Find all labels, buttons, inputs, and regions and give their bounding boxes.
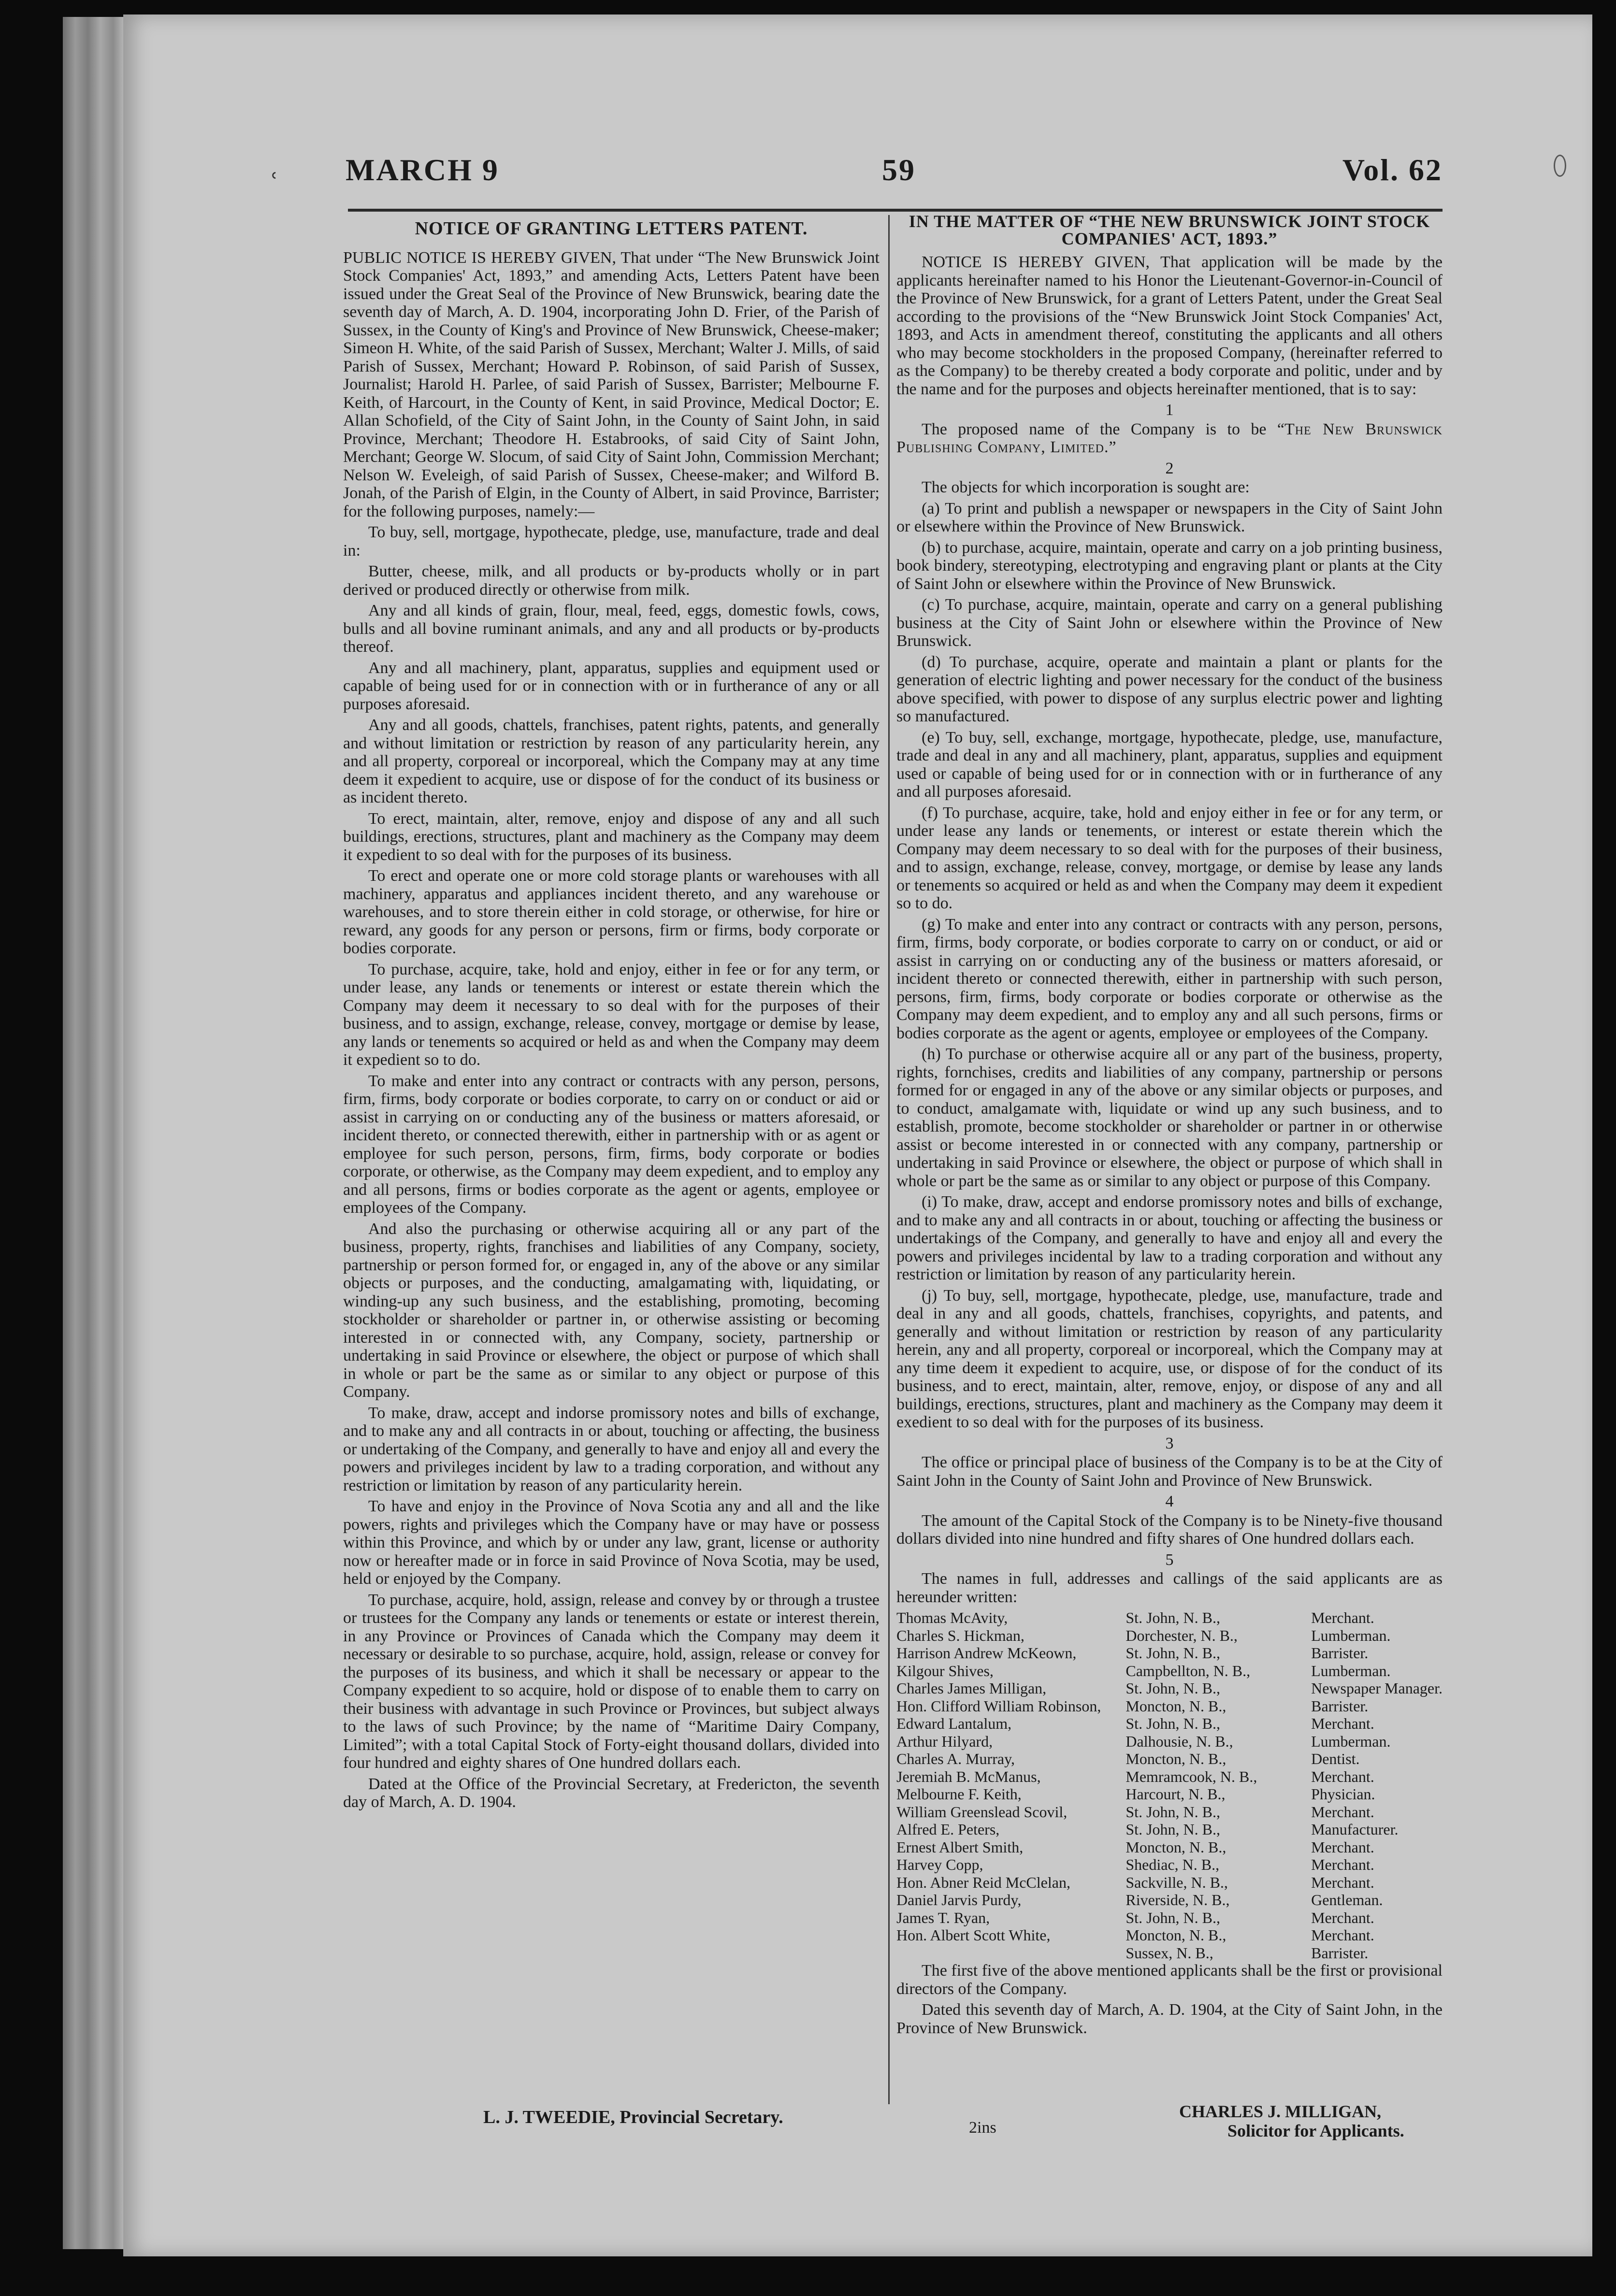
right-intro-paragraph: NOTICE IS HEREBY GIVEN, That application will be made by the applicants hereinafter named to his Honor the Lieutenant-Governor-in-Council of the Province of New Brunswick, for a grant of Letters Patent, under the Great Seal according to the provisions of the “New Brunswick Joint Stock Companies' Act, 1893, and Acts in amendment thereof, constituting the applicants and all others who may become stockholders in the proposed Company, (hereinafter referred to as the Company) to be thereby created a body corporate and politic, under and by the name and for the purposes and objects hereinafter mentioned, that is to say: (896, 253, 1443, 398)
signer-role: Solicitor for Applicants. (1227, 2121, 1404, 2140)
left-paragraph: Any and all machinery, plant, apparatus, supplies and equipment used or capable of being used for or in connection with or in furtherance of any or all purposes aforesaid. (343, 659, 880, 713)
object-item: (i) To make, draw, accept and endorse promissory notes and bills of exchange, and to make any and all contracts in or about, touching or affecting the business or undertakings of the Company, and generally to have and enjoy all and every the powers and privileges incidental by law to a trading corporation and without any restriction or limitation by reason of any particularity herein. (896, 1193, 1443, 1283)
left-paragraph: To have and enjoy in the Province of Nova Scotia any and all and the like powers, rights and privileges which the Company have or may have or possess within this Province, and which by or under any law, grant, license or authority now or hereafter made or in force in said Province of Nova Scotia, may be used, held or enjoyed by the Company. (343, 1497, 880, 1588)
dated-paragraph: Dated this seventh day of March, A. D. 1904, at the City of Saint John, in the Province of New Brunswick. (896, 2001, 1443, 2037)
applicant-name: Jeremiah B. McManus, (896, 1767, 1041, 1785)
applicant-place: Moncton, N. B., (1125, 1697, 1226, 1715)
page-header (346, 152, 1443, 205)
section-number: 4 (1165, 1492, 1174, 1510)
applicant-row (896, 1926, 1443, 1944)
object-item: (h) To purchase or otherwise acquire all or any part of the business, property, rights, fornchises, credits and liabilities of any company, partnership or persons formed for or engaged in any of the above or any similar objects or purposes, and to conduct, amalgamate with, liquidate or wind up any such business, and to establish, promote, become stockholder or shareholder or partner in or otherwise assist or become interested in or connected with any company, partnership or undertaking in said Province or elsewhere, the object or purpose of which shall in whole or part be the same as or similar to any object or purpose of this Company. (896, 1045, 1443, 1190)
capital-paragraph: The amount of the Capital Stock of the Company is to be Ninety-five thousand dollars divided into nine hundred and fifty shares of One hundred dollars each. (896, 1511, 1443, 1548)
section-number: 1 (1165, 401, 1174, 419)
header-volume: Vol. 62 (1342, 153, 1443, 187)
applicant-name: Hon. Clifford William Robinson, (896, 1697, 1101, 1715)
names-intro: The names in full, addresses and callings of the said applicants are as hereunder written: (896, 1570, 1443, 1606)
first-five-paragraph: The first five of the above mentioned applicants shall be the first or provisional directors of the Company. (896, 1962, 1443, 1998)
company-name-prefix: The proposed name of the Company is to be “ (922, 420, 1284, 438)
applicant-calling: Dentist. (1311, 1750, 1360, 1767)
applicant-place: St. John, N. B., (1125, 1609, 1220, 1626)
object-item: (d) To purchase, acquire, operate and maintain a plant or plants for the generation of electric lighting and power necessary for the conduct of the business above specified, with power to dispose of any surplus electric power and lighting so manufactured. (896, 653, 1443, 725)
applicant-calling: Merchant. (1311, 1873, 1374, 1891)
applicant-place: Moncton, N. B., (1125, 1750, 1226, 1767)
left-paragraph: PUBLIC NOTICE IS HEREBY GIVEN, That under “The New Brunswick Joint Stock Companies' Act, 1893,” and amending Acts, Letters Patent have been issued under the Great Seal of the Province of New Brunswick, bearing date the seventh day of March, A. D. 1904, incorporating John D. Frier, of the Parish of Sussex, in the County of King's and Province of New Brunswick, Cheese-maker; Simeon H. White, of the said Parish of Sussex, Merchant; Walter J. Mills, of said Parish of Sussex, Merchant; Howard P. Robinson, of said Parish of Sussex, Journalist; Harold H. Parlee, of said Parish of Sussex, Barrister; Melbourne F. Keith, of Harcourt, in the County of Kent, in said Province, Medical Doctor; E. Allan Schofield, of the City of Saint John, in the County of Saint John, in said Province, Merchant; Theodore H. Estabrooks, of said City of Saint John, Merchant; George W. Slocum, of said City of Saint John, Commission Merchant; Nelson W. Eveleigh, of said Parish of Sussex, Cheese-maker; and Wilford B. Jonah, of the Parish of Elgin, in the County of Albert, in said Province, Barrister; for the following purposes, namely:— (343, 248, 880, 520)
applicant-place: Dorchester, N. B., (1125, 1626, 1238, 1644)
applicant-name: Hon. Abner Reid McClelan, (896, 1873, 1070, 1891)
applicant-name: Charles S. Hickman, (896, 1626, 1024, 1644)
applicant-row (896, 1679, 1443, 1697)
applicant-calling: Merchant. (1311, 1715, 1374, 1732)
applicant-calling: Newspaper Manager. (1311, 1679, 1443, 1697)
applicant-name: Hon. Albert Scott White, (896, 1926, 1051, 1944)
applicant-calling: Merchant. (1311, 1909, 1374, 1926)
applicant-place: Riverside, N. B., (1125, 1891, 1230, 1909)
applicant-row (896, 1697, 1443, 1715)
left-notice-title: NOTICE OF GRANTING LETTERS PATENT. (415, 218, 808, 239)
object-item: (e) To buy, sell, exchange, mortgage, hypothecate, pledge, use, manufacture, trade and deal in any and all machinery, plant, apparatus, supplies and equipment used or capable of being used for or in connection with or in furtherance of any and all purposes aforesaid. (896, 728, 1443, 801)
object-item: (b) to purchase, acquire, maintain, operate and carry on a job printing business, book bindery, stereotyping, electrotyping and engraving plant or plants at the City of Saint John or elsewhere within the Province of New Brunswick. (896, 538, 1443, 593)
applicant-calling: Physician. (1311, 1785, 1375, 1803)
right-notice-title: IN THE MATTER OF “THE NEW BRUNSWICK JOINT STOCK COMPANIES' ACT, 1893.” (909, 212, 1430, 248)
applicant-calling: Manufacturer. (1311, 1821, 1399, 1838)
left-column (343, 220, 880, 1814)
header-date: MARCH 9 (346, 153, 499, 187)
applicant-place: Harcourt, N. B., (1125, 1785, 1226, 1803)
objects-intro: The objects for which incorporation is sought are: (922, 478, 1250, 496)
left-paragraph: To purchase, acquire, take, hold and enjoy, either in fee or for any term, or under lease, any lands or tenements or interest or estate therein which the Company may deem it necessary to so deal with for the purposes of their business, and to assign, exchange, release, convey, mortgage or demise by lease, any lands or tenements so acquired or held as and when the Company may deem it expedient so to do. (343, 960, 880, 1069)
left-paragraph: Dated at the Office of the Provincial Secretary, at Fredericton, the seventh day of March, A. D. 1904. (343, 1775, 880, 1811)
header-page-number: 59 (882, 153, 916, 187)
insertion-mark: 2ins (969, 2119, 996, 2137)
applicant-place: St. John, N. B., (1125, 1679, 1220, 1697)
company-name-paragraph (896, 420, 1443, 457)
left-paragraph: To erect and operate one or more cold storage plants or warehouses with all machinery, apparatus and appliances incident thereto, and any warehouse or warehouses, and to store therein either in cold storage, or otherwise, for hire or reward, any goods for any person or persons, firm or firms, body corporate or bodies corporate. (343, 867, 880, 957)
applicant-name: Kilgour Shives, (896, 1662, 994, 1679)
applicant-row (896, 1733, 1443, 1751)
applicant-name: Harvey Copp, (896, 1856, 983, 1873)
applicant-name: Edward Lantalum, (896, 1715, 1012, 1732)
applicant-place: St. John, N. B., (1125, 1821, 1220, 1838)
applicant-calling: Lumberman. (1311, 1732, 1391, 1750)
book-page-edges (63, 17, 126, 2249)
left-notice-body (343, 249, 880, 1811)
object-item: (g) To make and enter into any contract or contracts with any person, persons, firm, firms, body corporate, or bodies corporate to carry on or conduct, or aid or assist in carrying on or conducting any of the business or matters aforesaid, or incident thereto or connected therewith, either in partnership with such person, persons, firm, firms, body corporate or bodies corporate or otherwise as the Company may deem expedient, and to employ any and all such persons, firms or bodies corporate as the agent or agents, employee or employees of the Company. (896, 915, 1443, 1042)
applicant-name: Ernest Albert Smith, (896, 1838, 1024, 1856)
applicant-row (896, 1662, 1443, 1680)
applicant-calling: Barrister. (1311, 1944, 1369, 1962)
applicant-place: Dalhousie, N. B., (1125, 1732, 1233, 1750)
applicant-calling: Lumberman. (1311, 1626, 1391, 1644)
applicant-calling: Merchant. (1311, 1838, 1374, 1856)
office-paragraph: The office or principal place of business of the Company is to be at the City of Saint John in the County of Saint John and Province of New Brunswick. (896, 1453, 1443, 1490)
applicant-name: Melbourne F. Keith, (896, 1785, 1022, 1803)
applicant-name: William Greenslead Scovil, (896, 1803, 1068, 1821)
left-paragraph: Any and all goods, chattels, franchises, patent rights, patents, and generally and without limitation or restriction by reason of any particularity herein, any and all property, corporeal or incorporeal, which the Company may at any time deem it expedient to acquire, use or dispose of for the conduct of its business or as incident thereto. (343, 716, 880, 806)
applicants-table (896, 1609, 1443, 1962)
applicant-place: St. John, N. B., (1125, 1715, 1220, 1732)
applicant-name: Charles A. Murray, (896, 1750, 1015, 1767)
applicant-place: Campbellton, N. B., (1125, 1662, 1251, 1679)
object-item: (c) To purchase, acquire, maintain, operate and carry on a general publishing business at the City of Saint John or elsewhere within the Province of New Brunswick. (896, 596, 1443, 650)
applicant-row (896, 1821, 1443, 1838)
object-item: (f) To purchase, acquire, take, hold and enjoy either in fee or for any term, or under lease any lands or tenements, or interest or estate therein which the Company may deem necessary to so deal with for the purposes of their business, and to assign, exchange, release, convey, mortgage, or demise by lease any lands or tenements so acquired or held as and when the Company may deem it expedient so to do. (896, 804, 1443, 912)
left-paragraph: Any and all kinds of grain, flour, meal, feed, eggs, domestic fowls, cows, bulls and all bovine ruminant animals, and any and all products or by-products thereof. (343, 602, 880, 656)
applicant-row (896, 1856, 1443, 1874)
section-number: 3 (1165, 1434, 1174, 1452)
applicant-place: Shediac, N. B., (1125, 1856, 1220, 1873)
applicant-name (896, 1944, 1125, 1962)
applicant-row (896, 1891, 1443, 1909)
applicant-row (896, 1944, 1443, 1962)
section-number: 5 (1165, 1550, 1174, 1569)
left-paragraph: Butter, cheese, milk, and all products or by-products wholly or in part derived or produced directly or otherwise from milk. (343, 562, 880, 599)
objects-list (896, 500, 1443, 1432)
signer-name: CHARLES J. MILLIGAN, (1179, 2102, 1382, 2121)
applicant-name: James T. Ryan, (896, 1909, 990, 1926)
applicant-calling: Merchant. (1311, 1609, 1374, 1626)
applicant-place: St. John, N. B., (1125, 1909, 1220, 1926)
applicant-calling: Merchant. (1311, 1803, 1374, 1821)
applicant-name: Daniel Jarvis Purdy, (896, 1891, 1022, 1909)
applicant-row (896, 1715, 1443, 1733)
applicant-place: Sussex, N. B., (1125, 1944, 1213, 1962)
applicant-name: Thomas McAvity, (896, 1609, 1008, 1626)
column-divider (888, 215, 890, 2104)
company-name-suffix: ” (1109, 438, 1116, 456)
applicant-place: Sackville, N. B., (1125, 1873, 1228, 1891)
section-number: 2 (1165, 459, 1174, 477)
applicant-calling: Barrister. (1311, 1644, 1369, 1662)
left-paragraph: To make and enter into any contract or contracts with any person, persons, firm, firms, body corporate or bodies corporate, to carry on or conduct or aid or assist in carrying on or conducting any of the business or matters aforesaid, or incident thereto, or connected therewith, either in partnership with or as agent or employee for such person, persons, firm, firms, body corporate or bodies corporate, or otherwise, as the Company may deem expedient, and to employ any and all persons, firms or bodies corporate as the agent or agents, employee or employees of the Company. (343, 1072, 880, 1217)
applicant-calling: Barrister. (1311, 1697, 1369, 1715)
object-item: (j) To buy, sell, mortgage, hypothecate, pledge, use, manufacture, trade and deal in any and all goods, chattels, franchises, copyrights, and patents, and generally and without limitation or restriction by reason of any particularity herein, any and all property, corporeal or incorporeal, which the Company may at any time deem it expedient to acquire, use, or dispose of for the conduct of its business, and to erect, maintain, alter, remove, enjoy, or dispose of any and all buildings, erections, structures, plant and machinery as the Company may deem it exedient to so deal with for the purposes of its business. (896, 1286, 1443, 1431)
applicant-place: Moncton, N. B., (1125, 1838, 1226, 1856)
applicant-name: Harrison Andrew McKeown, (896, 1644, 1077, 1662)
applicant-name: Arthur Hilyard, (896, 1732, 993, 1750)
applicant-place: St. John, N. B., (1125, 1644, 1220, 1662)
applicant-place: Moncton, N. B., (1125, 1926, 1226, 1944)
applicant-name: Charles James Milligan, (896, 1679, 1047, 1697)
applicant-row (896, 1838, 1443, 1856)
binding-hole (1554, 155, 1566, 177)
applicant-row (896, 1768, 1443, 1786)
applicant-row (896, 1644, 1443, 1662)
left-paragraph: To make, draw, accept and indorse promissory notes and bills of exchange, and to make any and all contracts in or about, touching or affecting, the business or undertaking of the Company, and generally to have and enjoy all and every the powers and privileges incident by law to a trading corporation, and without any restriction or limitation by reason of any particularity herein. (343, 1404, 880, 1494)
applicant-calling: Lumberman. (1311, 1662, 1391, 1679)
applicant-row (896, 1803, 1443, 1821)
applicant-row (896, 1785, 1443, 1803)
company-name: The New Brunswick Publishing Company, Limited. (896, 420, 1443, 456)
applicant-name: Alfred E. Peters, (896, 1821, 1000, 1838)
applicant-place: St. John, N. B., (1125, 1803, 1220, 1821)
applicant-row (896, 1909, 1443, 1927)
margin-mark: ʿ (268, 167, 280, 204)
applicant-row (896, 1874, 1443, 1892)
applicant-row (896, 1627, 1443, 1645)
applicant-place: Memramcook, N. B., (1125, 1767, 1257, 1785)
left-paragraph: To buy, sell, mortgage, hypothecate, pledge, use, manufacture, trade and deal in: (343, 523, 880, 560)
applicant-row (896, 1609, 1443, 1627)
object-item: (a) To print and publish a newspaper or newspapers in the City of Saint John or elsewhere within the Province of New Brunswick. (896, 499, 1443, 535)
right-signature (1179, 2102, 1404, 2140)
right-column (896, 213, 1443, 2040)
left-paragraph: And also the purchasing or otherwise acquiring all or any part of the business, property, rights, franchises and liabilities of any Company, society, partnership or person formed for, or engaged in, any of the above or any similar objects or purposes, and the conducting, amalgamating with, liquidating, or winding-up any such business, and the establishing, promoting, becoming stockholder or shareholder or partner in, or otherwise assisting or becoming interested in or connected with, any Company, society, partnership or undertaking in said Province or elsewhere, the object or purpose of which shall in whole or part be the same as or similar to any object or purpose of this Company. (343, 1220, 880, 1401)
applicant-calling: Merchant. (1311, 1767, 1374, 1785)
applicant-calling: Merchant. (1311, 1856, 1374, 1873)
left-paragraph: To purchase, acquire, hold, assign, release and convey by or through a trustee or trustees for the Company any lands or tenements or estate or interest therein, in any Province or Provinces of Canada which the Company may deem it necessary or desirable to so purchase, acquire, hold, assign, release or convey for the purposes of its business, and which it shall be necessary or appear to the Company expedient to so acquire, hold or dispose of to enable them to carry on their business with advantage in such Province or Provinces, but subject always to the laws of such Province; by the name of “Maritime Dairy Company, Limited”; with a total Capital Stock of Forty-eight thousand dollars, divided into four hundred and eighty shares of One hundred dollars each. (343, 1591, 880, 1772)
applicant-calling: Gentleman. (1311, 1891, 1383, 1909)
applicant-row (896, 1750, 1443, 1768)
applicant-calling: Merchant. (1311, 1926, 1374, 1944)
left-signature: L. J. TWEEDIE, Provincial Secretary. (483, 2107, 783, 2127)
left-paragraph: To erect, maintain, alter, remove, enjoy and dispose of any and all such buildings, erections, structures, plant and machinery as the Company may deem it expedient to so deal with for the purposes of its business. (343, 809, 880, 864)
